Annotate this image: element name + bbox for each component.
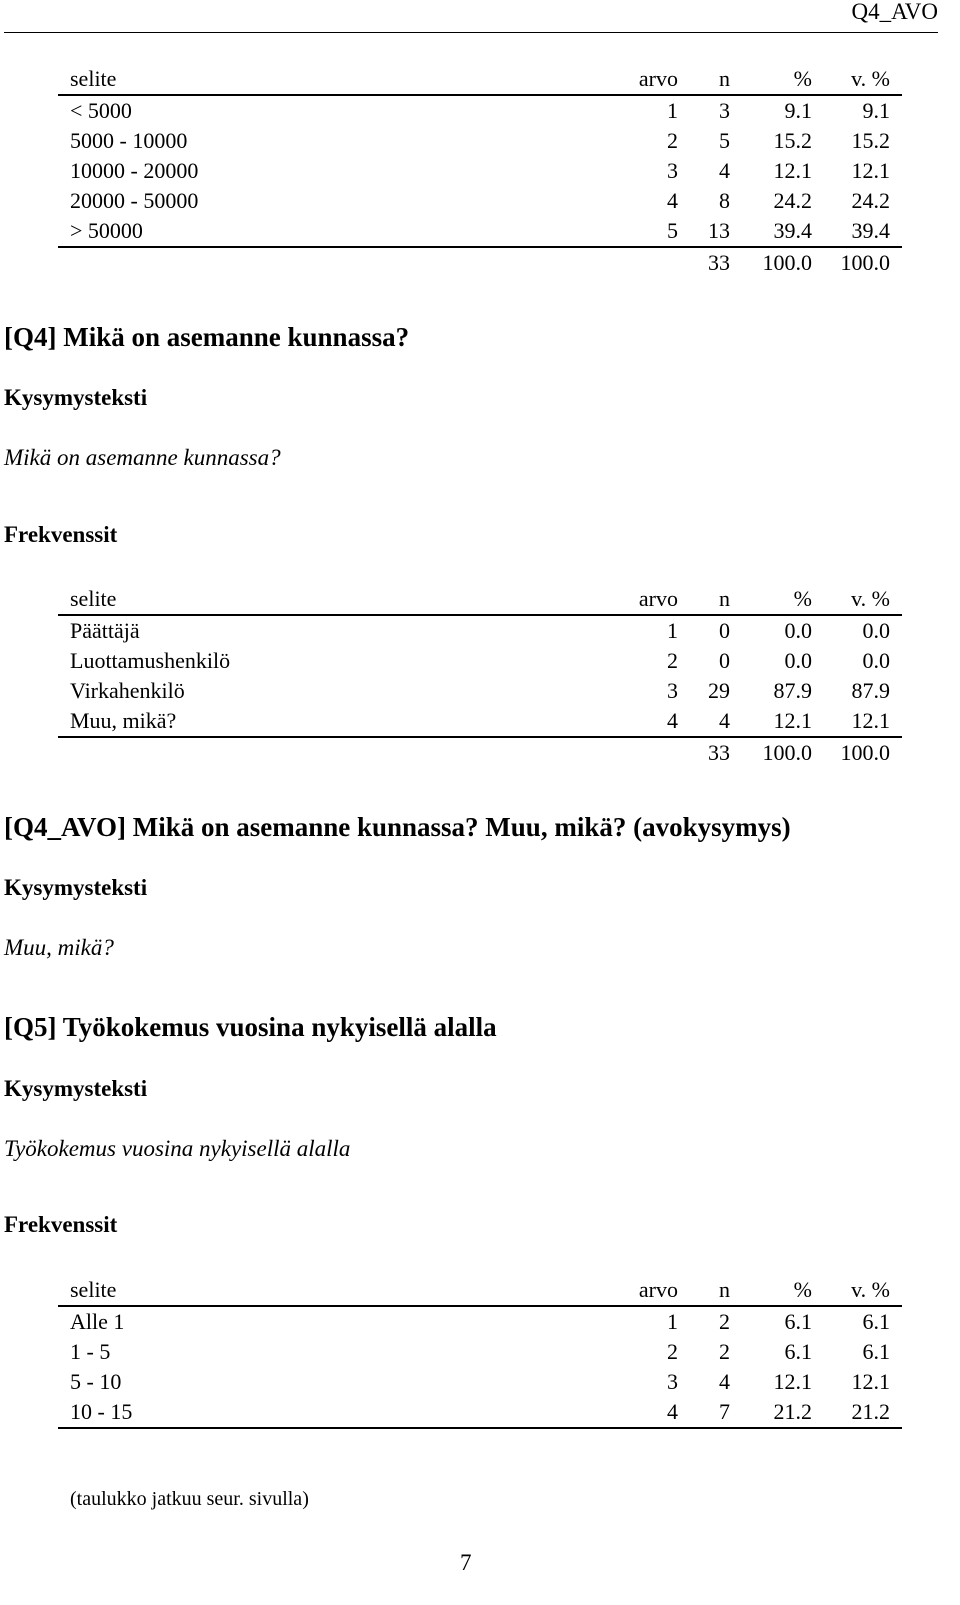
cell-vpct: 12.1	[851, 1369, 890, 1394]
col-header-pct: %	[730, 584, 812, 615]
frequency-table	[58, 584, 902, 768]
cell-arvo: 5	[628, 216, 678, 247]
cell-pct: 6.1	[784, 1309, 812, 1334]
col-header-arvo: arvo	[628, 584, 678, 615]
cell-selite: 5000 - 10000	[70, 128, 188, 153]
table-row	[58, 615, 902, 646]
total-cell-n: 33	[708, 740, 730, 765]
cell-pct: 6.1	[784, 1339, 812, 1364]
cell-pct: 21.2	[730, 1397, 812, 1428]
col-header-pct: %	[730, 64, 812, 95]
cell-vpct: 9.1	[862, 98, 890, 123]
kysymysteksti-heading-q4: Kysymysteksti	[4, 385, 148, 410]
table-header-row	[58, 584, 902, 615]
section-title-q4: [Q4] Mikä on asemanne kunnassa?	[4, 322, 410, 352]
cell-vpct: 12.1	[812, 706, 902, 737]
cell-pct: 87.9	[773, 678, 812, 703]
table-row	[58, 156, 902, 186]
cell-selite: 10000 - 20000	[70, 158, 199, 183]
total-cell-arvo	[628, 737, 678, 768]
cell-vpct: 39.4	[812, 216, 902, 247]
cell-pct: 39.4	[730, 216, 812, 247]
cell-vpct: 15.2	[851, 128, 890, 153]
cell-arvo: 2	[667, 128, 678, 153]
cell-arvo: 4	[667, 188, 678, 213]
header-rule	[4, 32, 938, 33]
col-header-vpct: v. %	[812, 1275, 902, 1306]
table-q4	[58, 584, 902, 768]
total-cell-selite	[58, 737, 628, 768]
col-header-n: n	[678, 1275, 730, 1306]
section-title-q4avo: [Q4_AVO] Mikä on asemanne kunnassa? Muu, mikä? (avokysymys)	[4, 812, 791, 842]
col-header-arvo: arvo	[628, 64, 678, 95]
question-text-q5: Työkokemus vuosina nykyisellä alalla	[4, 1136, 351, 1161]
total-row	[58, 247, 902, 278]
table-row	[58, 646, 902, 676]
cell-pct: 15.2	[773, 128, 812, 153]
cell-vpct: 0.0	[862, 618, 890, 643]
cell-arvo: 2	[667, 1339, 678, 1364]
col-header-vpct: v. %	[812, 584, 902, 615]
frequency-table	[58, 1275, 902, 1429]
question-text-q4: Mikä on asemanne kunnassa?	[4, 445, 281, 470]
cell-vpct: 0.0	[862, 648, 890, 673]
cell-n: 29	[708, 678, 730, 703]
cell-n: 4	[719, 158, 730, 183]
cell-pct: 12.1	[730, 706, 812, 737]
cell-n: 3	[719, 98, 730, 123]
cell-selite: Virkahenkilö	[70, 678, 185, 703]
col-header-n: n	[678, 584, 730, 615]
cell-n: 0	[719, 648, 730, 673]
cell-selite: 20000 - 50000	[70, 188, 199, 213]
col-header-arvo: arvo	[628, 1275, 678, 1306]
cell-arvo: 1	[667, 618, 678, 643]
cell-arvo: 3	[667, 1369, 678, 1394]
cell-pct: 12.1	[773, 158, 812, 183]
running-header: Q4_AVO	[851, 0, 938, 24]
col-header-selite: selite	[58, 1275, 628, 1306]
total-cell-vpct: 100.0	[840, 250, 890, 275]
cell-arvo: 3	[667, 158, 678, 183]
cell-selite: Luottamushenkilö	[70, 648, 231, 673]
frequency-table	[58, 64, 902, 278]
frekvenssit-heading-q4: Frekvenssit	[4, 522, 118, 547]
total-cell-pct: 100.0	[762, 740, 812, 765]
cell-selite: 1 - 5	[70, 1339, 111, 1364]
cell-vpct: 21.2	[812, 1397, 902, 1428]
table-row	[58, 1397, 902, 1428]
cell-vpct: 87.9	[851, 678, 890, 703]
col-header-vpct: v. %	[812, 64, 902, 95]
table-header-row	[58, 1275, 902, 1306]
cell-selite: 5 - 10	[70, 1369, 122, 1394]
table-row	[58, 676, 902, 706]
cell-vpct: 24.2	[851, 188, 890, 213]
kysymysteksti-heading-q5: Kysymysteksti	[4, 1076, 148, 1101]
table-row	[58, 706, 902, 737]
table-row	[58, 1306, 902, 1337]
cell-n: 4	[678, 706, 730, 737]
cell-n: 8	[719, 188, 730, 213]
continuation-note: (taulukko jatkuu seur. sivulla)	[70, 1488, 309, 1510]
cell-n: 13	[678, 216, 730, 247]
cell-arvo: 1	[667, 98, 678, 123]
cell-arvo: 4	[628, 1397, 678, 1428]
table-income-continued	[58, 64, 902, 278]
cell-pct: 0.0	[784, 648, 812, 673]
frekvenssit-heading-q5: Frekvenssit	[4, 1212, 118, 1237]
cell-arvo: 1	[667, 1309, 678, 1334]
cell-pct: 0.0	[784, 618, 812, 643]
table-row	[58, 1337, 902, 1367]
cell-n: 5	[719, 128, 730, 153]
table-row	[58, 186, 902, 216]
cell-vpct: 6.1	[862, 1309, 890, 1334]
col-header-selite: selite	[58, 64, 628, 95]
cell-arvo: 2	[667, 648, 678, 673]
cell-arvo: 3	[667, 678, 678, 703]
cell-selite: Päättäjä	[70, 618, 140, 643]
table-row	[58, 126, 902, 156]
total-cell-pct: 100.0	[762, 250, 812, 275]
cell-n: 7	[678, 1397, 730, 1428]
cell-vpct: 12.1	[851, 158, 890, 183]
table-row	[58, 1367, 902, 1397]
table-q5	[58, 1275, 902, 1429]
section-title-q5: [Q5] Työkokemus vuosina nykyisellä alalla	[4, 1012, 497, 1042]
total-cell-selite	[58, 247, 628, 278]
table-row	[58, 216, 902, 247]
cell-selite: > 50000	[58, 216, 628, 247]
cell-selite: Muu, mikä?	[58, 706, 628, 737]
total-row	[58, 737, 902, 768]
cell-selite: Alle 1	[70, 1309, 125, 1334]
cell-selite: 10 - 15	[58, 1397, 628, 1428]
total-cell-vpct: 100.0	[840, 740, 890, 765]
cell-pct: 12.1	[773, 1369, 812, 1394]
cell-arvo: 4	[628, 706, 678, 737]
col-header-n: n	[678, 64, 730, 95]
col-header-pct: %	[730, 1275, 812, 1306]
cell-pct: 24.2	[773, 188, 812, 213]
col-header-selite: selite	[58, 584, 628, 615]
cell-vpct: 6.1	[862, 1339, 890, 1364]
cell-n: 2	[719, 1339, 730, 1364]
cell-pct: 9.1	[784, 98, 812, 123]
total-cell-n: 33	[708, 250, 730, 275]
table-header-row	[58, 64, 902, 95]
table-row	[58, 95, 902, 126]
total-cell-arvo	[628, 247, 678, 278]
page-number: 7	[460, 1550, 472, 1575]
cell-selite: < 5000	[70, 98, 132, 123]
cell-n: 0	[719, 618, 730, 643]
cell-n: 4	[719, 1369, 730, 1394]
cell-n: 2	[719, 1309, 730, 1334]
kysymysteksti-heading-q4avo: Kysymysteksti	[4, 875, 148, 900]
question-text-q4avo: Muu, mikä?	[4, 935, 114, 960]
